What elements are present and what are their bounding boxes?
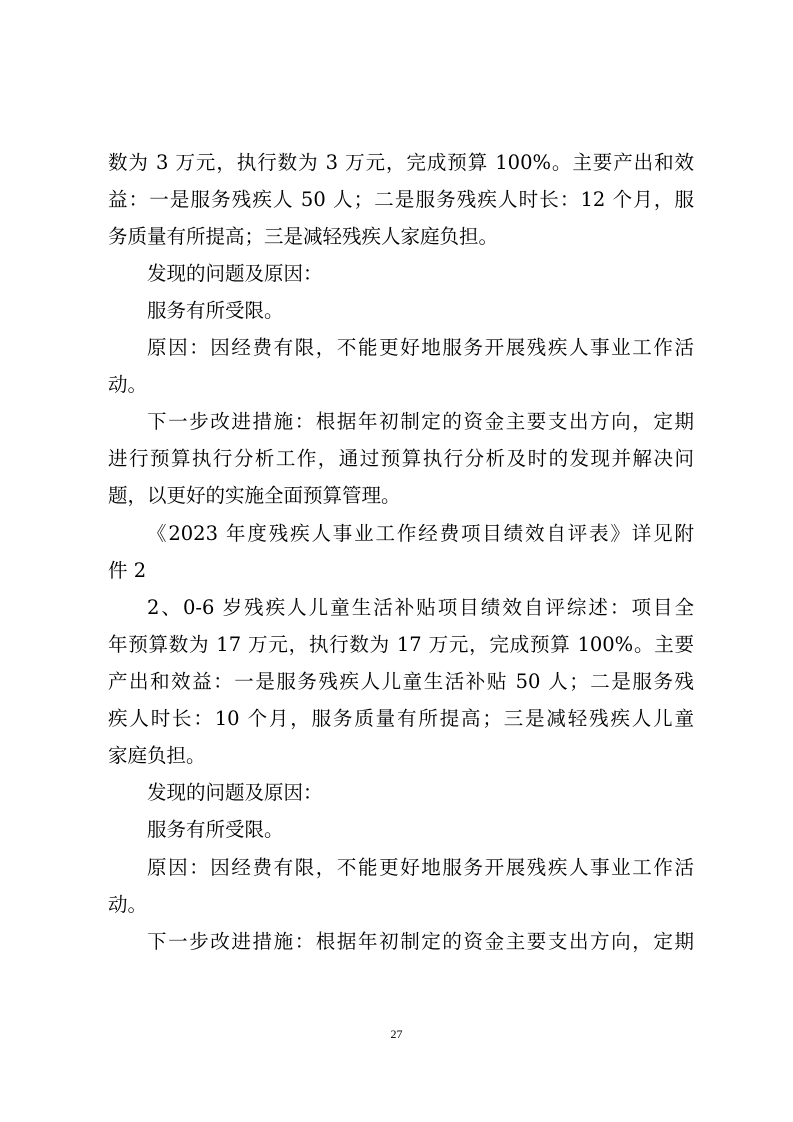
text-line: 家庭负担。 xyxy=(108,744,206,767)
text-line: 动。 xyxy=(108,893,148,916)
text-line: 题，以更好的实施全面预算管理。 xyxy=(108,484,401,507)
page-number: 27 xyxy=(390,1027,403,1041)
text-line: 发现的问题及原因： xyxy=(147,262,323,285)
text-line: 年预算数为 17 万元，执行数为 17 万元，完成预算 100%。主要 xyxy=(108,633,694,656)
text-line: 原因：因经费有限，不能更好地服务开展残疾人事业工作活 xyxy=(147,856,694,879)
text-line: 件 2 xyxy=(108,559,147,582)
text-line: 益：一是服务残疾人 50 人；二是服务残疾人时长：12 个月，服 xyxy=(108,188,694,211)
text-line: 服务有所受限。 xyxy=(147,818,284,841)
text-line: 《2023 年度残疾人事业工作经费项目绩效自评表》详见附 xyxy=(147,522,694,545)
text-line: 产出和效益：一是服务残疾人儿童生活补贴 50 人；二是服务残 xyxy=(108,670,694,693)
text-line: 疾人时长：10 个月，服务质量有所提高；三是减轻残疾人儿童 xyxy=(108,707,694,730)
text-line: 发现的问题及原因： xyxy=(147,781,323,804)
text-line: 服务有所受限。 xyxy=(147,299,284,322)
text-line: 务质量有所提高；三是减轻残疾人家庭负担。 xyxy=(108,225,499,248)
text-line: 下一步改进措施：根据年初制定的资金主要支出方向，定期 xyxy=(147,930,694,953)
text-line: 2、0-6 岁残疾人儿童生活补贴项目绩效自评综述：项目全 xyxy=(147,596,694,619)
text-line: 下一步改进措施：根据年初制定的资金主要支出方向，定期 xyxy=(147,410,694,433)
text-line: 进行预算执行分析工作，通过预算执行分析及时的发现并解决问 xyxy=(108,447,694,470)
text-line: 数为 3 万元，执行数为 3 万元，完成预算 100%。主要产出和效 xyxy=(108,151,694,174)
text-line: 动。 xyxy=(108,373,148,396)
text-line: 原因：因经费有限，不能更好地服务开展残疾人事业工作活 xyxy=(147,336,694,359)
